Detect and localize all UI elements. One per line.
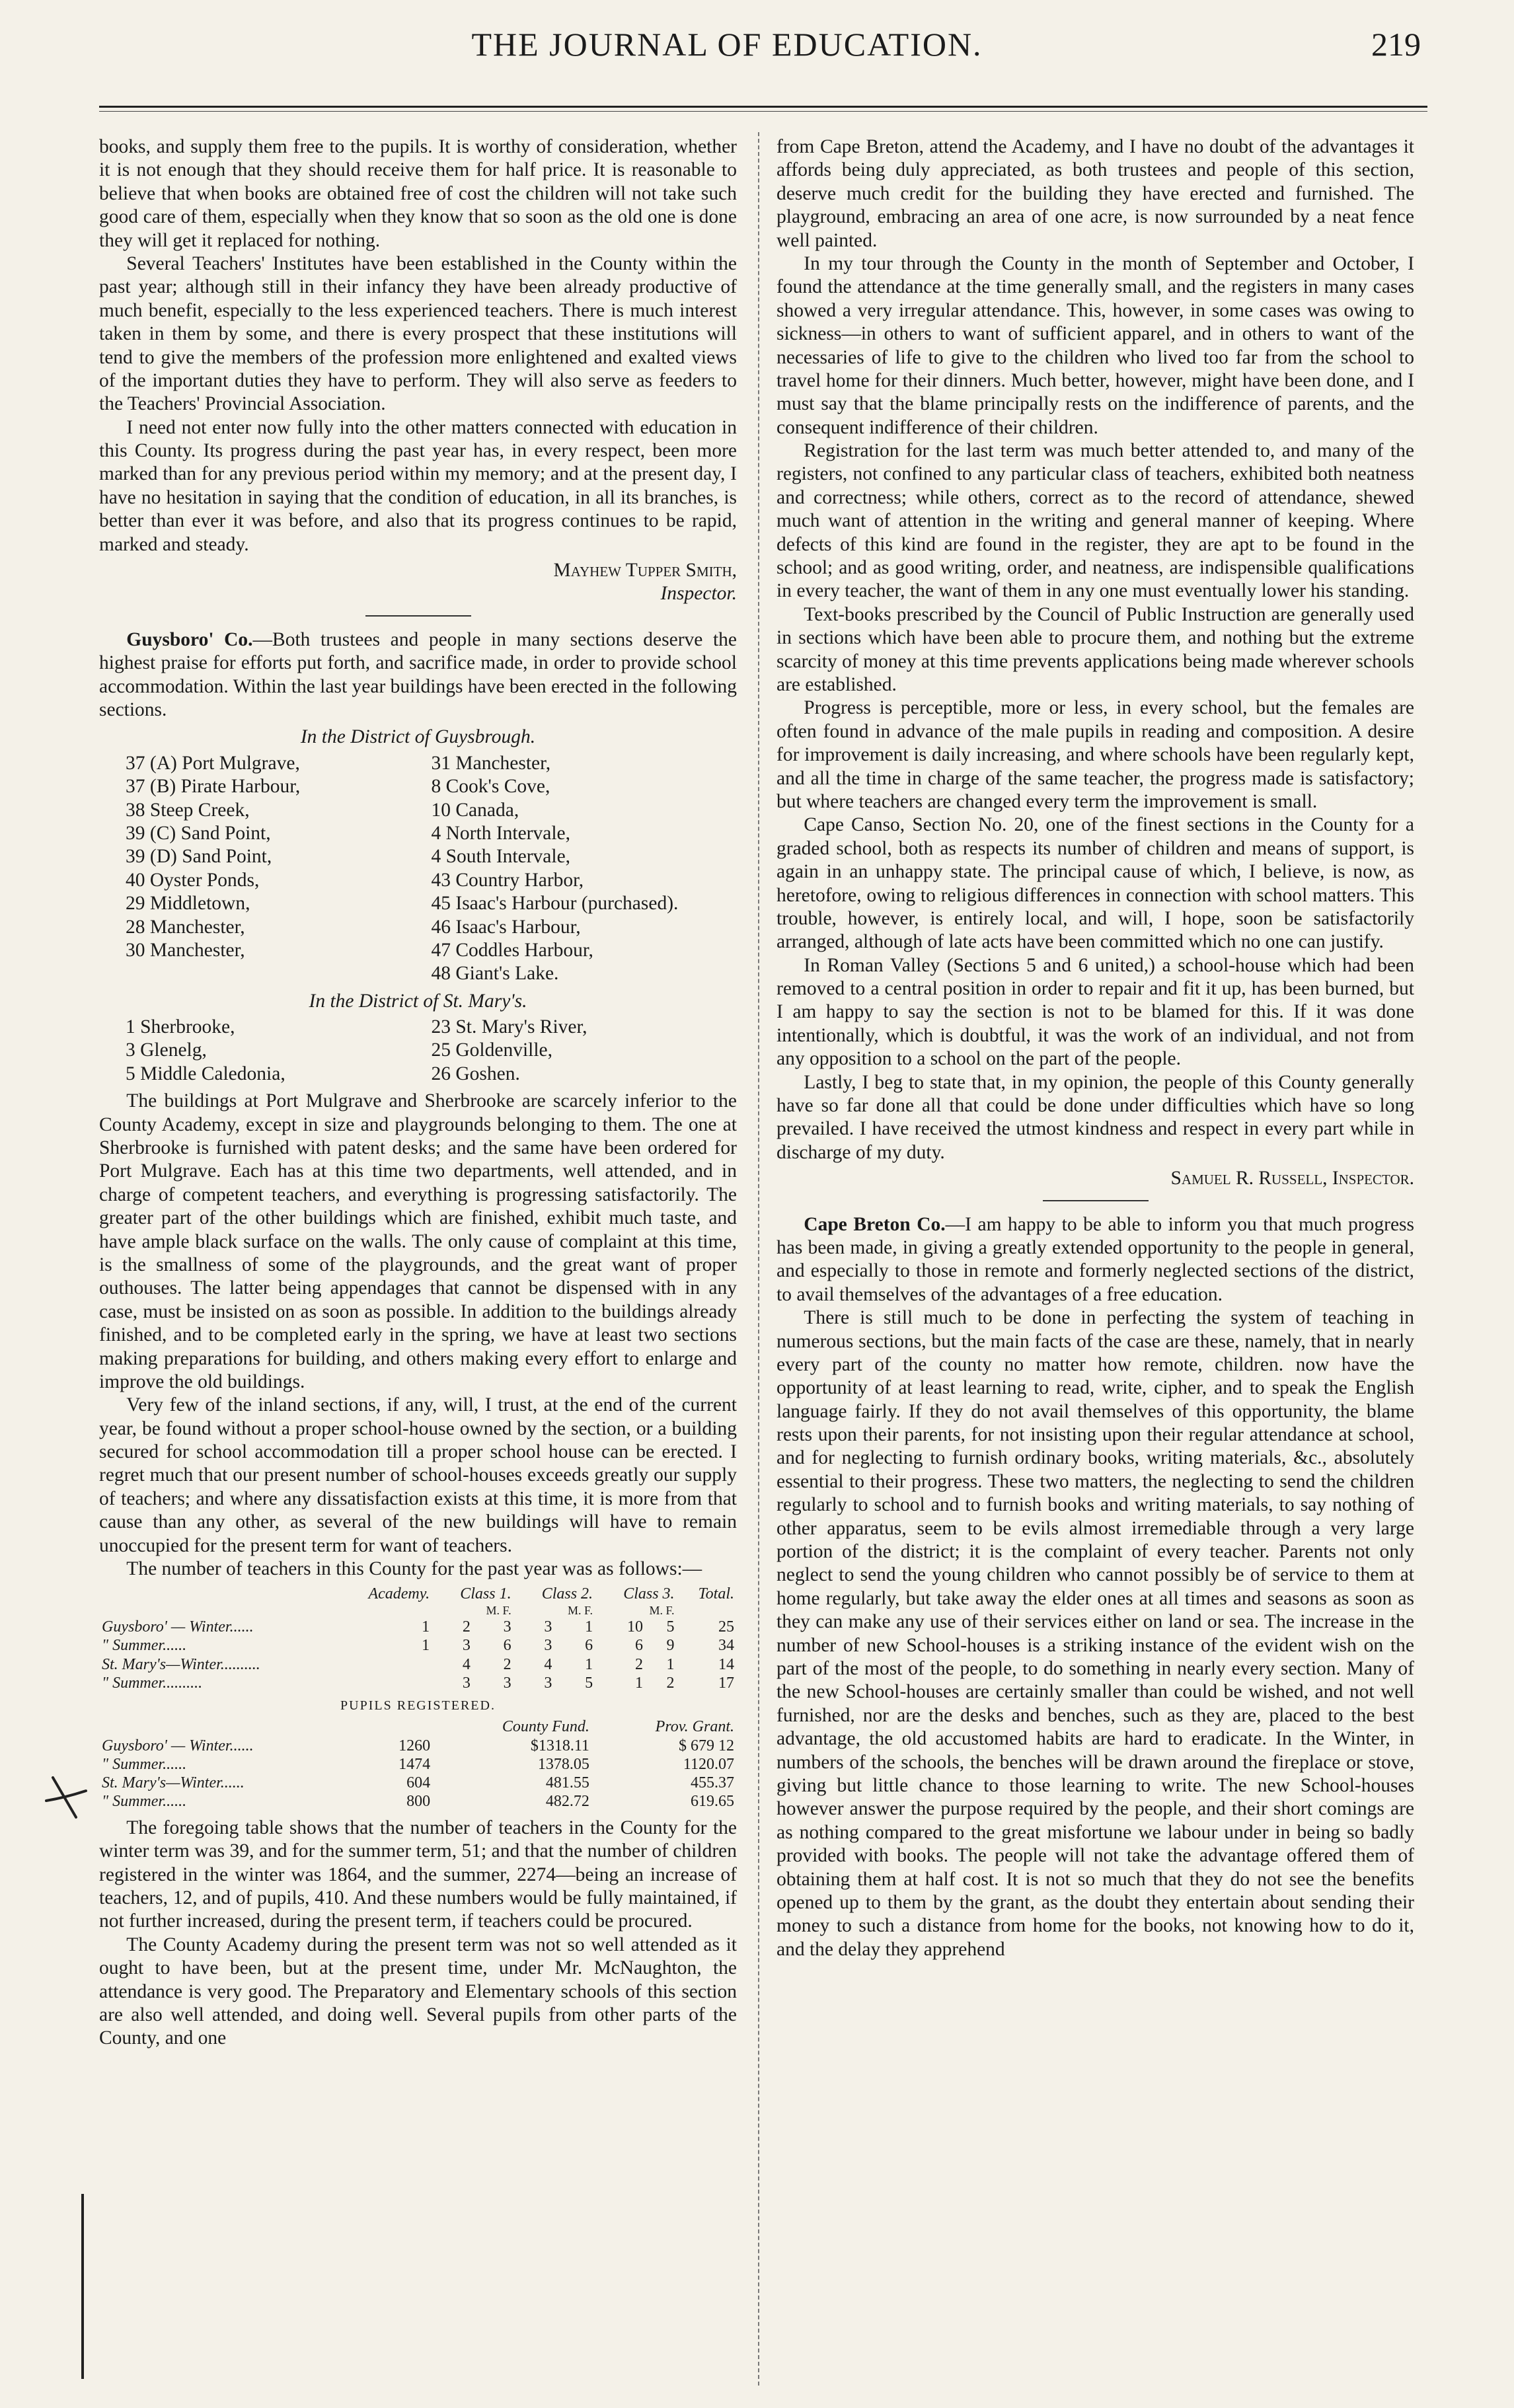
table-cell: 1 bbox=[585, 1618, 593, 1636]
table-cell: 1 bbox=[585, 1655, 593, 1673]
table-cell: 25 bbox=[718, 1618, 734, 1636]
table-row bbox=[99, 1774, 737, 1792]
page-number: 219 bbox=[1371, 26, 1421, 63]
list-item: 25 Goldenville, bbox=[431, 1039, 553, 1061]
table-cell: 2 bbox=[462, 1618, 471, 1636]
table-cell: $ 679 12 bbox=[679, 1737, 734, 1754]
teachers-table bbox=[99, 1585, 737, 1692]
table-cell: 2 bbox=[503, 1655, 511, 1673]
table-row bbox=[99, 1655, 737, 1674]
list-item: 47 Coddles Harbour, bbox=[431, 939, 593, 961]
paragraph: The foregoing table shows that the number of teachers in the County for the winter term was 39, and for the summer term, 51; and that the number of children registered in the winter was 1864, and the summer, 2274—being an increase of teachers, 12, and of pupils, 410. And these numbers would be fully maintained, if not further increased, during the present term, if teachers could be procured. bbox=[99, 1817, 737, 1932]
section-intro bbox=[776, 1213, 1414, 1307]
list-item: 43 Country Harbor, bbox=[431, 869, 584, 891]
table-cell: 1 bbox=[422, 1618, 430, 1636]
table-cell: 10 bbox=[627, 1618, 644, 1636]
table-cell: 455.37 bbox=[691, 1774, 734, 1792]
table-subheader: M. F. bbox=[567, 1603, 593, 1617]
paragraph: I need not enter now fully into the other matters connected with education in this County. Its progress during the past year has, in every respect, been more marked than for any previous period within my memory; and at the present day, I have no hesitation in saying that the condition of education, in all its branches, is better than ever it was before, and also that its progress continues to be rapid, marked and steady. bbox=[99, 416, 737, 555]
table-row bbox=[99, 1618, 737, 1636]
pupils-table bbox=[99, 1717, 737, 1811]
table-row bbox=[99, 1755, 737, 1774]
list-item: 46 Isaac's Harbour, bbox=[431, 916, 581, 938]
pupils-heading: PUPILS REGISTERED. bbox=[340, 1698, 496, 1713]
signature-name: Mayhew Tupper Smith, bbox=[553, 560, 737, 582]
paragraph: Lastly, I beg to state that, in my opinion, the people of this County generally have so far done all that could be done under difficulties which have so long prevailed. I have received the utmost kindness and respect in every part while in discharge of my duty. bbox=[776, 1071, 1414, 1163]
section-intro-text: —Both trustees and people in many sections deserve the highest praise for efforts put forth, and sacrifice made, in order to provide school accommodation. Within the last year buildings have been erected in the following sections. bbox=[99, 628, 737, 720]
table-subheader: M. F. bbox=[486, 1603, 511, 1617]
district-list-st-marys bbox=[126, 1016, 737, 1086]
paragraph: Registration for the last term was much better attended to, and many of the registers, not confined to any particular class of teachers, exhibited both neatness and correctness; while others, correct as to the record of attendance, shewed much want of attention in the writing and general manner of keeping. Where defects of this kind are found in the register, they are apt to be found in the school; and as good writing, order, and neatness, are indispensible qualifications in every teacher, the want of them in any one must eventually lower his standing. bbox=[776, 440, 1414, 602]
paragraph: from Cape Breton, attend the Academy, and I have no doubt of the advantages it affords being duly appreciated, as both trustees and people of this section, deserve much credit for the building they have erected and furnished. The playground, embracing an area of one acre, is now surrounded by a neat fence well painted. bbox=[776, 136, 1414, 251]
list-item: 37 (A) Port Mulgrave, bbox=[126, 752, 300, 774]
section-heading-cape-breton: Cape Breton Co. bbox=[804, 1213, 946, 1235]
list-item: 26 Goshen. bbox=[431, 1063, 520, 1084]
table-cell: 1 bbox=[666, 1655, 675, 1673]
table-subheader: M. F. bbox=[649, 1603, 675, 1617]
section-intro bbox=[99, 628, 737, 722]
row-label: Guysboro' — Winter...... bbox=[102, 1737, 254, 1754]
section-separator bbox=[1043, 1200, 1149, 1201]
table-cell: 9 bbox=[666, 1637, 675, 1655]
list-item: 1 Sherbrooke, bbox=[126, 1016, 235, 1038]
paragraph: The County Academy during the present term was not so well attended as it ought to have been, but at the present time, under Mr. McNaughton, the attendance is very good. The Preparatory and Elementary schools of this section are also well attended, and doing well. Several pupils from other parts of the County, and one bbox=[99, 1934, 737, 2049]
table-cell: 619.65 bbox=[691, 1793, 734, 1811]
paragraph: The number of teachers in this County for the past year was as follows:— bbox=[126, 1558, 702, 1580]
table-cell: 4 bbox=[462, 1655, 471, 1673]
table-cell: 3 bbox=[503, 1674, 511, 1692]
list-item: 4 North Intervale, bbox=[431, 822, 571, 844]
table-cell bbox=[336, 1655, 433, 1674]
table-subheader-row bbox=[99, 1604, 737, 1618]
district-list-guysborough bbox=[126, 752, 737, 986]
row-label: " Summer...... bbox=[102, 1637, 187, 1655]
table-cell: 482.72 bbox=[545, 1793, 589, 1811]
row-label: " Summer...... bbox=[102, 1793, 187, 1811]
paragraph: books, and supply them free to the pupils. It is worthy of consideration, whether it is not enough that they should receive them for half price. It is reasonable to believe that when books are obtained free of cost the children will not take such good care of them, especially when they know that so soon as the old one is done they will get it replaced for nothing. bbox=[99, 136, 737, 251]
table-cell: 4 bbox=[544, 1655, 552, 1673]
left-column bbox=[99, 135, 737, 2389]
district-heading: In the District of St. Mary's. bbox=[309, 990, 527, 1012]
table-row bbox=[99, 1737, 737, 1755]
table-cell: 14 bbox=[718, 1655, 734, 1673]
table-header: Prov. Grant. bbox=[655, 1718, 734, 1736]
paragraph: Progress is perceptible, more or less, in every school, but the females are often found in advance of the male pupils in reading and composition. A desire for improvement is daily increasing, and where schools have been regularly kept, and all the time in charge of the same teacher, the progress made is satisfactory; but where teachers are changed every term the improvement is small. bbox=[776, 697, 1414, 812]
row-label: St. Mary's—Winter...... bbox=[102, 1774, 245, 1792]
table-cell: 3 bbox=[503, 1618, 511, 1636]
table-header-row bbox=[99, 1717, 737, 1736]
table-cell: 1120.07 bbox=[683, 1755, 734, 1773]
table-row bbox=[99, 1674, 737, 1692]
table-cell: $1318.11 bbox=[530, 1737, 589, 1754]
list-item: 48 Giant's Lake. bbox=[431, 963, 559, 985]
table-cell: 3 bbox=[462, 1637, 471, 1655]
table-cell: 3 bbox=[462, 1674, 471, 1692]
paragraph: There is still much to be done in perfecting the system of teaching in numerous sections, but the main facts of the case are these, namely, that in nearly every part of the county no matter how remote, children. now have the opportunity of at least learning to read, write, cipher, and to speak the English language fairly. If they do not avail themselves of this opportunity, the blame rests upon their parents, for not insisting upon their regular attendance at school, and for neglecting to furnish ordinary books, writing materials, &c., absolutely essential to their progress. These two matters, the neglecting to send the children regularly to school and to furnish books and writing materials, to say nothing of other apparatus, seem to be evils almost irremediable through a very large portion of the district; it is the complaint of every teacher. Parents not only neglect to send the young children who cannot possibly be of service to them at home regularly, but take away the elder ones at all times and seasons as soon as they can make any use of their services either on land or sea. The increase in the number of new School-houses is a striking instance of the evident wish on the part of the most of the people, to do something in nearly every section. Many of the new School-houses are certainly smaller than could be wished, and not well furnished, nor are the desks and benches, such as they are, placed to the best advantage, the old accustomed habits are hard to eradicate. In the Winter, in numbers of the schools, the benches will be drawn around the fireplace or stove, giving but little chance to those learning to write. The new School-houses however answer the purpose required by the people, and their short comings are as nothing compared to the great misfortune we labour under in being so badly provided with books. The people will not take the advantage offered them of obtaining them at half cost. It is not so much that they do not see the benefits opened up to them by the grant, as the doubt they entertain about sending their money to such a distance from home for the books, not knowing how to do it, and the delay they apprehend bbox=[776, 1307, 1414, 1960]
table-cell: 2 bbox=[635, 1655, 644, 1673]
table-cell: 3 bbox=[544, 1637, 552, 1655]
table-row bbox=[99, 1636, 737, 1655]
paragraph: In my tour through the County in the month of September and October, I found the attendance at the time generally small, and the registers in many cases showed a very irregular attendance. This, however, in some cases was owing to sickness—in others to want of sufficient apparel, and in others to want of the necessaries of life to give to the children who lived too far from the school to travel home for their dinners. Much better, however, might have been done, and I must say that the blame principally rests on the indifference of parents, and the consequent indifference of their children. bbox=[776, 252, 1414, 438]
list-item: 4 South Intervale, bbox=[431, 846, 571, 868]
list-item: 28 Manchester, bbox=[126, 916, 245, 938]
row-label: " Summer.......... bbox=[102, 1674, 203, 1692]
list-item: 8 Cook's Cove, bbox=[431, 776, 550, 798]
journal-title: THE JOURNAL OF EDUCATION. bbox=[471, 26, 983, 63]
table-cell: 5 bbox=[666, 1618, 675, 1636]
table-header: Total. bbox=[698, 1585, 734, 1603]
list-item: 3 Glenelg, bbox=[126, 1039, 207, 1061]
table-cell bbox=[336, 1674, 433, 1692]
table-header: Academy. bbox=[368, 1585, 430, 1603]
table-cell: 1378.05 bbox=[537, 1755, 589, 1773]
list-item: 40 Oyster Ponds, bbox=[126, 869, 260, 891]
section-intro-text: —I am happy to be able to inform you that much progress has been made, in giving a greatly extended opportunity to the people in general, and especially to those in remote and formerly neglected sections of the district, to avail themselves of the advantages of a free education. bbox=[776, 1213, 1414, 1305]
table-header: Class 1. bbox=[460, 1585, 511, 1603]
list-item: 23 St. Mary's River, bbox=[431, 1016, 587, 1038]
table-cell: 800 bbox=[406, 1793, 431, 1811]
table-cell: 6 bbox=[585, 1637, 593, 1655]
table-header: Class 3. bbox=[623, 1585, 675, 1603]
signature: Samuel R. Russell, Inspector. bbox=[1170, 1168, 1414, 1189]
table-header: Class 2. bbox=[541, 1585, 593, 1603]
column-divider bbox=[758, 132, 759, 2386]
table-header: County Fund. bbox=[502, 1718, 589, 1736]
paragraph: Very few of the inland sections, if any, will, I trust, at the end of the current year, be found without a proper school-house owned by the section, or a building secured for school accommodation till a proper school house can be erected. I regret much that our present number of school-houses exceeds greatly our supply of teachers; and where any dissatisfaction exists at this time, it is more from that cause than any other, as several of the new buildings will have to remain unoccupied for the present term for want of teachers. bbox=[99, 1394, 737, 1556]
row-label: Guysboro' — Winter...... bbox=[102, 1618, 254, 1636]
list-item: 30 Manchester, bbox=[126, 939, 245, 961]
list-item: 39 (C) Sand Point, bbox=[126, 822, 271, 844]
table-cell: 604 bbox=[406, 1774, 431, 1792]
section-separator bbox=[365, 615, 471, 617]
table-cell: 3 bbox=[544, 1618, 552, 1636]
table-cell: 481.55 bbox=[545, 1774, 589, 1792]
list-item: 29 Middletown, bbox=[126, 893, 250, 915]
list-item: 31 Manchester, bbox=[431, 752, 551, 774]
list-item: 37 (B) Pirate Harbour, bbox=[126, 776, 301, 798]
list-item: 39 (D) Sand Point, bbox=[126, 846, 272, 868]
table-cell: 1 bbox=[635, 1674, 644, 1692]
table-row bbox=[99, 1792, 737, 1811]
list-item bbox=[126, 962, 432, 985]
table-cell: 1 bbox=[422, 1637, 430, 1655]
handwritten-x-mark-icon bbox=[40, 1771, 93, 1824]
section-heading-guysboro: Guysboro' Co. bbox=[126, 628, 253, 650]
table-cell: 6 bbox=[503, 1637, 511, 1655]
table-cell: 1260 bbox=[398, 1737, 431, 1754]
paragraph: Cape Canso, Section No. 20, one of the finest sections in the County for a graded school, both as respects its number of children and means of support, is again in an unhappy state. The principal cause of which, I believe, is now, as heretofore, owing to religious differences in connection with school matters. This trouble, however, is entirely local, and will, I hope, soon be satisfactorily arranged, although of late acts have been committed which no one can justify. bbox=[776, 814, 1414, 953]
table-cell: 3 bbox=[544, 1674, 552, 1692]
table-cell: 17 bbox=[718, 1674, 734, 1692]
handwritten-margin-line-icon bbox=[81, 2194, 85, 2379]
list-item: 45 Isaac's Harbour (purchased). bbox=[431, 893, 679, 915]
header-rule bbox=[99, 106, 1427, 108]
paragraph: The buildings at Port Mulgrave and Sherbrooke are scarcely inferior to the County Academy, except in size and playgrounds belonging to them. The one at Sherbrooke is furnished with patent desks; and the same have been ordered for Port Mulgrave. Each has at this time two departments, well attended, and in charge of competent teachers, and everything is progressing satisfactorily. The greater part of the other buildings which are finished, exhibit much taste, and have ample black surface on the walls. The only cause of complaint at this time, is the smallness of some of the playgrounds, and the great want of proper outhouses. The latter being appendages that cannot be dispensed with in any case, must be insisted on as soon as possible. In addition to the buildings already finished, and to be completed early in the spring, we have at least two sections making preparations for building, and others making every effort to enlarge and improve the old buildings. bbox=[99, 1090, 737, 1392]
list-item: 5 Middle Caledonia, bbox=[126, 1063, 285, 1084]
paragraph: Text-books prescribed by the Council of Public Instruction are generally used in sections which have been able to procure them, and nothing but the extreme scarcity of money at this time prevents applications being made wherever schools are established. bbox=[776, 603, 1414, 695]
table-cell: 2 bbox=[666, 1674, 675, 1692]
row-label: " Summer...... bbox=[102, 1755, 187, 1773]
page-header bbox=[99, 25, 1421, 85]
list-item: 10 Canada, bbox=[431, 799, 519, 821]
header-rule-thin bbox=[99, 111, 1427, 112]
right-column bbox=[776, 135, 1414, 2389]
district-heading: In the District of Guysbrough. bbox=[300, 726, 536, 748]
list-item: 38 Steep Creek, bbox=[126, 799, 250, 821]
table-cell: 1474 bbox=[398, 1755, 431, 1773]
paragraph: Several Teachers' Institutes have been established in the County within the past year; although still in their infancy they have been already productive of much benefit, especially to the less experienced teachers. There is much interest taken in them by some, and there is every prospect that these institutions will tend to give the members of the profession more enlightened and exalted views of the important duties they have to perform. They will also serve as feeders to the Teachers' Provincial Association. bbox=[99, 252, 737, 415]
row-label: St. Mary's—Winter.......... bbox=[102, 1655, 260, 1673]
paragraph: In Roman Valley (Sections 5 and 6 united,) a school-house which had been removed to a central position in order to repair and fit it up, has been burned, but I am happy to say the section is not to be blamed for this. If it was done intentionally, which is doubtful, it was the work of an individual, and not from any opposition to a school on the part of the people. bbox=[776, 954, 1414, 1070]
table-header-row bbox=[99, 1585, 737, 1603]
signature-role: Inspector. bbox=[660, 583, 737, 605]
table-cell: 34 bbox=[718, 1637, 734, 1655]
table-cell: 5 bbox=[585, 1674, 593, 1692]
table-cell: 6 bbox=[635, 1637, 644, 1655]
